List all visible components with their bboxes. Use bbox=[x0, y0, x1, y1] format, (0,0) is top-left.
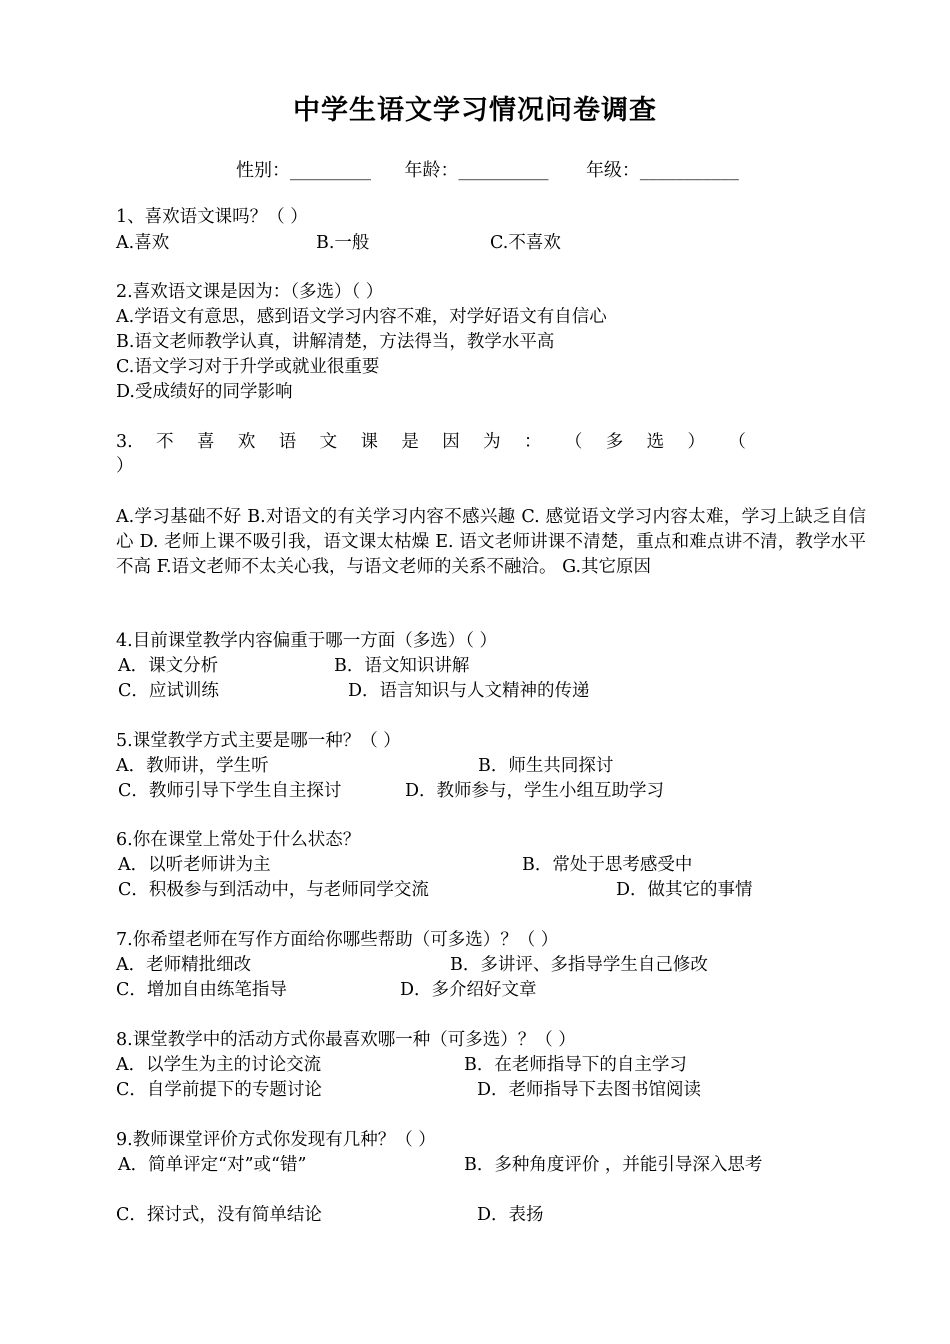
q2-option-c[interactable]: C.语文学习对于升学或就业很重要 bbox=[116, 357, 380, 377]
q1-option-a[interactable]: A.喜欢 bbox=[116, 233, 170, 253]
question-4: 4.目前课堂教学内容偏重于哪一方面（多选）（ ） bbox=[116, 631, 498, 651]
q7-option-d[interactable]: D．多介绍好文章 bbox=[400, 980, 537, 1000]
q9-option-d[interactable]: D．表扬 bbox=[477, 1205, 544, 1225]
question-9: 9.教师课堂评价方式你发现有几种？（ ） bbox=[116, 1130, 436, 1150]
q4-option-d[interactable]: D．语言知识与人文精神的传递 bbox=[348, 681, 590, 701]
age-field[interactable]: 年龄：__________ bbox=[404, 160, 549, 181]
q9-option-c[interactable]: C．探讨式，没有简单结论 bbox=[116, 1205, 322, 1225]
question-2: 2.喜欢语文课是因为：（多选）（ ） bbox=[116, 282, 384, 302]
page-title: 中学生语文学习情况问卷调查 bbox=[293, 95, 657, 126]
q4-option-a[interactable]: A．课文分析 bbox=[118, 656, 219, 676]
respondent-info bbox=[236, 156, 739, 182]
q1-option-c[interactable]: C.不喜欢 bbox=[490, 233, 561, 253]
question-3 bbox=[116, 430, 866, 478]
question-5: 5.课堂教学方式主要是哪一种？（ ） bbox=[116, 731, 401, 751]
q3-options[interactable]: A.学习基础不好 B.对语文的有关学习内容不感兴趣 C. 感觉语文学习内容太难，学习上缺乏自信心 D. 老师上课不吸引我，语文课太枯燥 E. 语文老师讲课不清楚，重点和难点讲不清，教学水平不高 F.语文老师不太关心我，与语文老师的关系不融洽。 G.其它原因 bbox=[116, 507, 866, 577]
q1-option-b[interactable]: B.一般 bbox=[316, 233, 370, 253]
q8-option-a[interactable]: A．以学生为主的讨论交流 bbox=[116, 1055, 322, 1075]
q7-option-c[interactable]: C．增加自由练笔指导 bbox=[116, 980, 287, 1000]
q3-question-line: 3. 不 喜 欢 语 文 课 是 因 为 ： （ 多 选 ） （ bbox=[116, 432, 746, 452]
q6-option-c[interactable]: C．积极参与到活动中，与老师同学交流 bbox=[118, 880, 429, 900]
q2-option-b[interactable]: B.语文老师教学认真，讲解清楚，方法得当，教学水平高 bbox=[116, 332, 555, 352]
q6-option-b[interactable]: B．常处于思考感受中 bbox=[522, 855, 693, 875]
q7-option-a[interactable]: A．老师精批细改 bbox=[116, 955, 252, 975]
question-1: 1、喜欢语文课吗？（ ） bbox=[116, 207, 308, 227]
question-8: 8.课堂教学中的活动方式你最喜欢哪一种（可多选）？（ ） bbox=[116, 1030, 576, 1050]
q9-option-b[interactable]: B．多种角度评价 ，并能引导深入思考 bbox=[464, 1155, 763, 1175]
q8-option-d[interactable]: D．老师指导下去图书馆阅读 bbox=[477, 1080, 702, 1100]
q6-option-d[interactable]: D．做其它的事情 bbox=[616, 880, 753, 900]
question-7: 7.你希望老师在写作方面给你哪些帮助（可多选）？（ ） bbox=[116, 930, 559, 950]
q2-option-d[interactable]: D.受成绩好的同学影响 bbox=[116, 382, 293, 402]
q7-option-b[interactable]: B．多讲评、多指导学生自己修改 bbox=[450, 955, 708, 975]
q5-option-b[interactable]: B．师生共同探讨 bbox=[478, 756, 614, 776]
grade-field[interactable]: 年级：___________ bbox=[585, 160, 739, 181]
q6-option-a[interactable]: A．以听老师讲为主 bbox=[118, 855, 271, 875]
q5-option-c[interactable]: C．教师引导下学生自主探讨 bbox=[118, 781, 342, 801]
q4-option-b[interactable]: B．语文知识讲解 bbox=[334, 656, 470, 676]
q2-option-a[interactable]: A.学语文有意思，感到语文学习内容不难，对学好语文有自信心 bbox=[116, 307, 607, 327]
q3-close-paren: ） bbox=[116, 456, 134, 476]
q9-option-a[interactable]: A．简单评定“对”或“错” bbox=[118, 1155, 307, 1175]
q4-option-c[interactable]: C．应试训练 bbox=[118, 681, 219, 701]
q8-option-c[interactable]: C．自学前提下的专题讨论 bbox=[116, 1080, 322, 1100]
q5-option-d[interactable]: D．教师参与，学生小组互助学习 bbox=[405, 781, 665, 801]
q8-option-b[interactable]: B．在老师指导下的自主学习 bbox=[464, 1055, 687, 1075]
question-6: 6.你在课堂上常处于什么状态？ bbox=[116, 830, 361, 850]
q5-option-a[interactable]: A．教师讲，学生听 bbox=[116, 756, 269, 776]
gender-field[interactable]: 性别：_________ bbox=[236, 160, 371, 181]
